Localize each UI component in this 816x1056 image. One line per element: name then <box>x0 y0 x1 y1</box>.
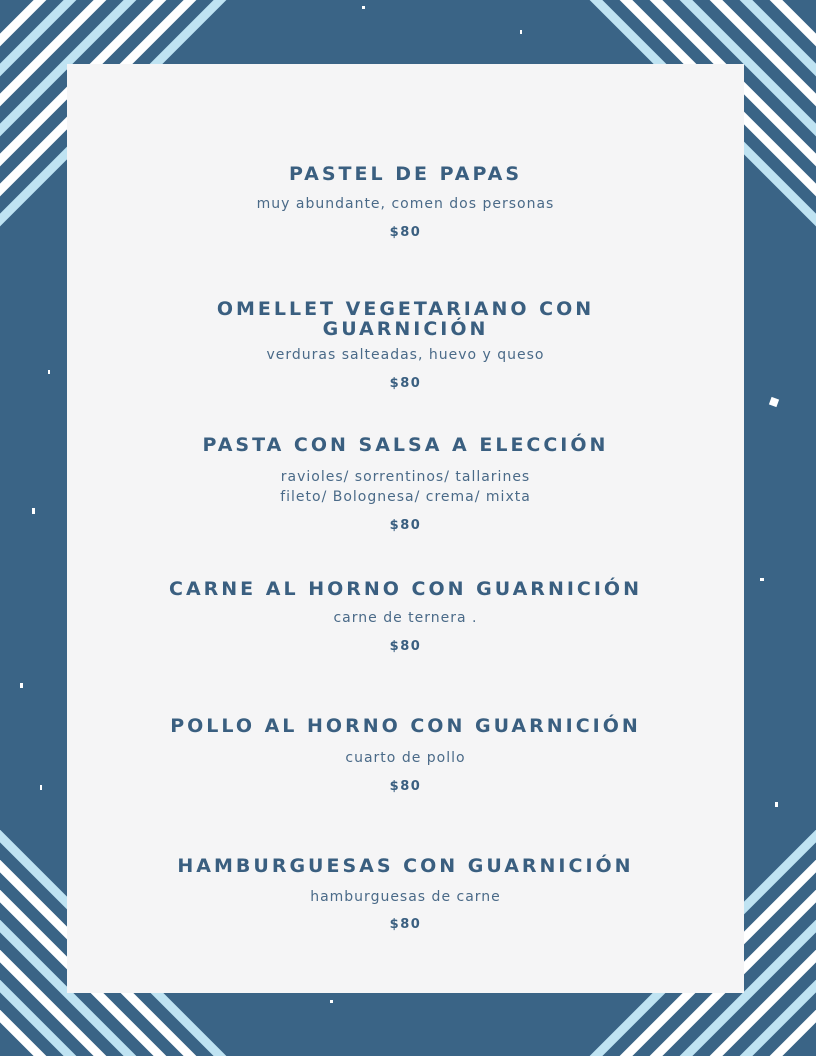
item-description: carne de ternera . <box>333 610 478 626</box>
item-description: fileto/ Bolognesa/ crema/ mixta <box>280 489 531 505</box>
item-price: $80 <box>389 376 422 391</box>
item-name: PASTEL DE PAPAS <box>288 163 523 185</box>
item-description: muy abundante, comen dos personas <box>256 196 555 212</box>
menu-item <box>67 579 744 654</box>
menu-item <box>67 716 744 794</box>
menu-item <box>67 435 744 533</box>
item-description: cuarto de pollo <box>345 750 466 766</box>
item-description: verduras salteadas, huevo y queso <box>266 347 545 363</box>
item-name: OMELLET VEGETARIANO CON GUARNICIÓN <box>216 298 595 340</box>
menu-item <box>67 299 744 391</box>
item-description: ravioles/ sorrentinos/ tallarines <box>280 469 531 485</box>
item-name: CARNE AL HORNO CON GUARNICIÓN <box>169 578 642 600</box>
item-price: $80 <box>389 225 422 240</box>
item-price: $80 <box>389 779 422 794</box>
item-price: $80 <box>389 639 422 654</box>
item-price: $80 <box>389 518 422 533</box>
menu-item <box>67 856 744 932</box>
item-name: HAMBURGUESAS CON GUARNICIÓN <box>177 855 634 877</box>
item-description: hamburguesas de carne <box>310 889 501 905</box>
item-price: $80 <box>389 917 422 932</box>
item-name: POLLO AL HORNO CON GUARNICIÓN <box>170 715 641 737</box>
menu-card <box>67 64 744 993</box>
item-name: PASTA CON SALSA A ELECCIÓN <box>202 434 609 456</box>
menu-item <box>67 164 744 240</box>
